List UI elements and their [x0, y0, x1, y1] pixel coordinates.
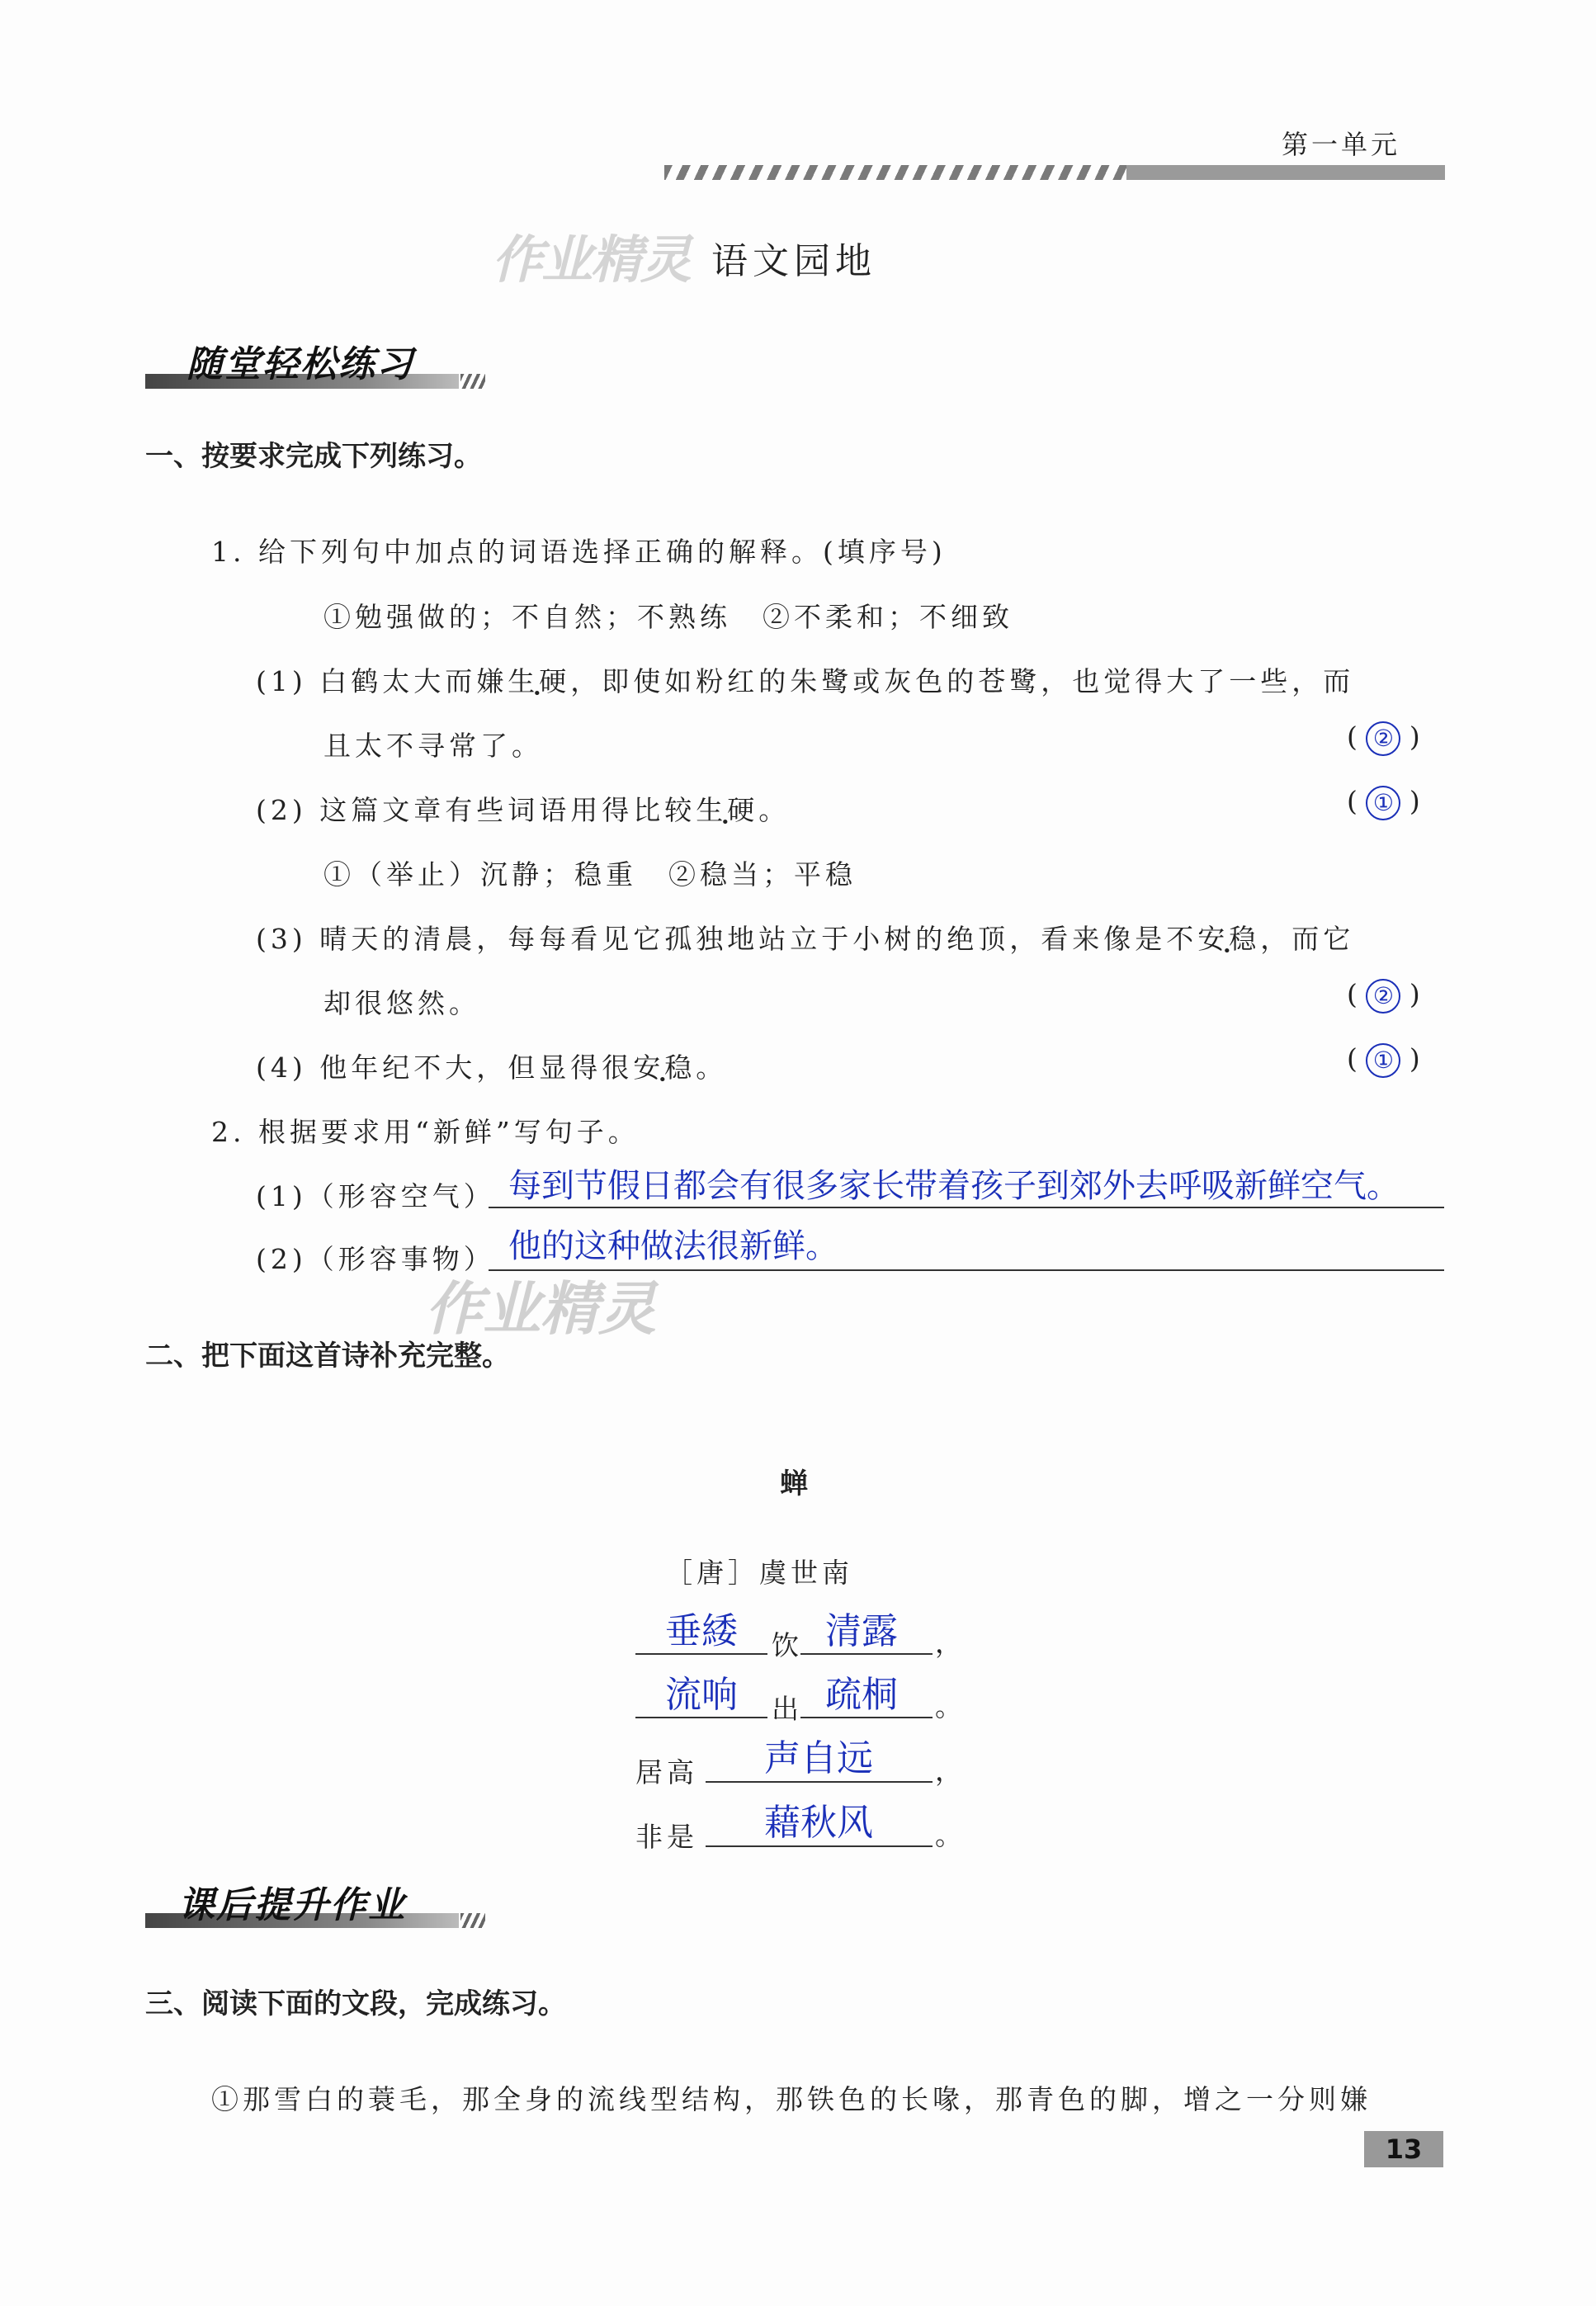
watermark: 作业精灵 [425, 1275, 656, 1343]
question-2-heading: 二、把下面这首诗补充完整。 [145, 1340, 510, 1373]
definition-options-b: ①（举止）沉静；稳重 ②稳当；平稳 [323, 858, 857, 891]
poem-text: 饮 [772, 1629, 803, 1661]
item-text: 。 [758, 794, 791, 826]
item-text: 白鹤太大而嫌 [319, 665, 508, 697]
item-number: (4) [256, 1051, 307, 1084]
poem-punct: 。 [935, 1690, 966, 1722]
unit-label: 第一单元 [1281, 129, 1400, 160]
poem-answer: 清露 [825, 1610, 898, 1652]
sub-question-2-prompt: 2. 根据要求用“新鲜”写句子。 [211, 1116, 640, 1148]
answer-mark: ② [1366, 979, 1400, 1014]
reading-paragraph: ①那雪白的蓑毛，那全身的流线型结构，那铁色的长喙，那青色的脚，增之一分则嫌 [211, 2083, 1372, 2115]
section-banner-label: 课后提升作业 [178, 1884, 406, 1926]
section-banner-label: 随堂轻松练习 [187, 343, 414, 385]
item-1 [256, 660, 1354, 699]
poem-answer: 声自远 [764, 1737, 873, 1779]
emphasized-word: 生硬 [508, 665, 571, 697]
emphasized-word: 安稳 [1197, 923, 1261, 955]
handwritten-answer-2: 他的这种做法很新鲜。 [508, 1227, 838, 1265]
page-title: 语文园地 [711, 240, 876, 282]
watermark: 作业精灵 [492, 229, 691, 290]
answer-blank-4: ( ① ) [1347, 1042, 1420, 1078]
sentence-label-1: (1)（形容空气） [256, 1180, 495, 1212]
item-text: 他年纪不大，但显得很 [319, 1051, 634, 1084]
poem-answer: 疏桐 [825, 1674, 898, 1716]
poem-answer: 流响 [665, 1674, 738, 1716]
item-text: 晴天的清晨，每每看见它孤独地站立于小树的绝顶，看来像是不 [319, 923, 1198, 955]
item-4 [256, 1047, 727, 1085]
item-text: ，而它 [1260, 923, 1355, 955]
header-stripe-bar [664, 165, 1445, 180]
poem-text: 非是 [635, 1821, 698, 1853]
answer-line [489, 1207, 1444, 1208]
sentence-label-2: (2)（形容事物） [256, 1243, 495, 1275]
poem-title: 蝉 [780, 1467, 808, 1500]
poem-punct: ， [935, 1627, 966, 1659]
answer-line [706, 1781, 933, 1783]
item-number: (3) [256, 923, 307, 955]
item-3 [256, 918, 1354, 957]
answer-line [706, 1845, 933, 1847]
answer-mark: ① [1366, 1043, 1400, 1078]
item-text: 这篇文章有些词语用得比较 [319, 794, 696, 826]
answer-blank-2: ( ① ) [1347, 785, 1420, 820]
poem-text: 出 [772, 1693, 803, 1725]
sub-question-1-prompt: 1. 给下列句中加点的词语选择正确的解释。(填序号) [211, 536, 947, 568]
emphasized-word: 生硬 [696, 794, 759, 826]
item-text: ，即使如粉红的朱鹭或灰色的苍鹭，也觉得大了一些，而 [570, 665, 1355, 697]
handwritten-answer-1: 每到节假日都会有很多家长带着孩子到郊外去呼吸新鲜空气。 [508, 1167, 1400, 1205]
definition-options-a: ①勉强做的；不自然；不熟练 ②不柔和；不细致 [323, 601, 1013, 633]
item-text: 。 [696, 1051, 728, 1084]
emphasized-word: 安稳 [633, 1051, 696, 1084]
poem-punct: 。 [935, 1819, 966, 1851]
answer-blank-1: ( ② ) [1347, 721, 1420, 756]
question-3-heading: 三、阅读下面的文段，完成练习。 [145, 1987, 566, 2020]
poem-answer: 藉秋风 [764, 1802, 873, 1844]
item-3-continued: 却很悠然。 [323, 987, 480, 1019]
item-2 [256, 789, 790, 828]
answer-mark: ① [1366, 786, 1400, 820]
answer-mark: ② [1366, 721, 1400, 756]
poem-answer: 垂緌 [665, 1610, 738, 1652]
answer-blank-3: ( ② ) [1347, 978, 1420, 1014]
poem-author: ［唐］虞世南 [665, 1557, 853, 1589]
poem-punct: ， [935, 1755, 966, 1787]
page-number: 13 [1364, 2131, 1443, 2167]
item-number: (2) [256, 794, 307, 826]
item-number: (1) [256, 665, 307, 697]
poem-text: 居高 [635, 1756, 698, 1789]
question-1-heading: 一、按要求完成下列练习。 [145, 440, 482, 473]
item-1-continued: 且太不寻常了。 [323, 730, 543, 762]
